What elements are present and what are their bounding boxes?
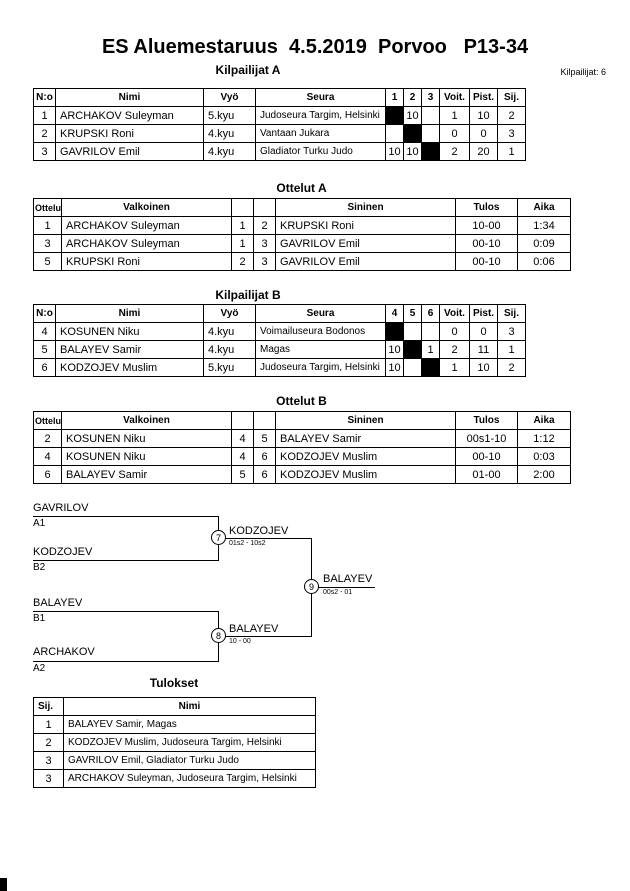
wins-cell: 1	[440, 359, 470, 377]
competitor-club: Magas	[256, 341, 386, 359]
bracket-sf1-top-seed: A1	[33, 518, 46, 529]
blue-number: 3	[254, 253, 276, 271]
col-header-no: N:o	[34, 89, 56, 107]
blue-number: 6	[254, 448, 276, 466]
blue-number: 6	[254, 466, 276, 484]
white-competitor: ARCHAKOV Suleyman	[62, 217, 232, 235]
col-header-no: N:o	[34, 305, 56, 323]
bracket-sf2-bottom-seed: A2	[33, 663, 46, 674]
competitor-name: KRUPSKI Roni	[56, 125, 204, 143]
bracket-sf1-bottom-seed: B2	[33, 562, 46, 573]
col-header-vyo: Vyö	[204, 305, 256, 323]
white-number: 2	[232, 253, 254, 271]
bracket-final-winner: BALAYEV	[323, 573, 373, 585]
wins-cell: 0	[440, 323, 470, 341]
competitor-number: 6	[34, 359, 56, 377]
place-cell: 1	[498, 341, 526, 359]
place-cell: 2	[498, 359, 526, 377]
blue-competitor: KRUPSKI Roni	[276, 217, 456, 235]
competitor-name: KOSUNEN Niku	[56, 323, 204, 341]
col-header-vyo: Vyö	[204, 89, 256, 107]
result-row	[34, 770, 316, 788]
competitor-club: Gladiator Turku Judo	[256, 143, 386, 161]
blue-number: 5	[254, 430, 276, 448]
wins-cell: 2	[440, 143, 470, 161]
bracket-sf1-bottom-name: KODZOJEV	[33, 546, 93, 558]
result-name: GAVRILOV Emil, Gladiator Turku Judo	[64, 752, 316, 770]
result-name: KODZOJEV Muslim, Judoseura Targim, Helsinki	[64, 734, 316, 752]
tulokset-header-row	[34, 698, 316, 716]
page-title: ES Aluemestaruus 4.5.2019 Porvoo P13-34	[101, 36, 529, 58]
col-header-valkoinen: Valkoinen	[62, 199, 232, 217]
bracket-match-8-number: 8	[211, 628, 226, 643]
col-header-seura: Seura	[256, 305, 386, 323]
bracket-sf2-top-name: BALAYEV	[33, 597, 83, 609]
place-cell: 3	[498, 323, 526, 341]
blue-competitor: GAVRILOV Emil	[276, 253, 456, 271]
bracket-match-9-number: 9	[304, 579, 319, 594]
bracket-sf2-top-seed: B1	[33, 613, 46, 624]
result-name: BALAYEV Samir, Magas	[64, 716, 316, 734]
competitor-name: BALAYEV Samir	[56, 341, 204, 359]
competitor-number: 5	[34, 341, 56, 359]
competitor-belt: 5.kyu	[204, 107, 256, 125]
competitor-club: Voimailuseura Bodonos	[256, 323, 386, 341]
section-heading-ottelut-b: Ottelut B	[276, 394, 327, 408]
section-heading-tulokset: Tulokset	[149, 676, 199, 690]
bracket-line	[311, 587, 375, 588]
competitor-belt: 4.kyu	[204, 341, 256, 359]
match-number: 5	[34, 253, 62, 271]
points-cell: 11	[470, 341, 498, 359]
bracket-sf2-bottom-name: ARCHAKOV	[33, 646, 95, 658]
place-cell: 1	[498, 143, 526, 161]
col-header-ottelu: Ottelu	[34, 412, 62, 430]
competitor-number: 2	[34, 125, 56, 143]
result-place: 1	[34, 716, 64, 734]
white-competitor: KRUPSKI Roni	[62, 253, 232, 271]
white-competitor: BALAYEV Samir	[62, 466, 232, 484]
white-competitor: ARCHAKOV Suleyman	[62, 235, 232, 253]
col-header-voit: Voit.	[440, 89, 470, 107]
score-cell: 10	[386, 359, 404, 377]
match-number: 2	[34, 430, 62, 448]
result-row	[34, 752, 316, 770]
col-header-opp5: 5	[404, 305, 422, 323]
match-result: 01-00	[456, 466, 518, 484]
col-header-ottelu: Ottelu	[34, 199, 62, 217]
blue-competitor: GAVRILOV Emil	[276, 235, 456, 253]
white-competitor: KOSUNEN Niku	[62, 430, 232, 448]
wins-cell: 1	[440, 107, 470, 125]
result-name: ARCHAKOV Suleyman, Judoseura Targim, Helsinki	[64, 770, 316, 788]
col-header-seura: Seura	[256, 89, 386, 107]
col-header-pist: Pist.	[470, 89, 498, 107]
col-header-voit: Voit.	[440, 305, 470, 323]
score-cell: 10	[386, 143, 404, 161]
bracket-line	[218, 538, 311, 539]
match-time: 0:06	[518, 253, 571, 271]
competitor-belt: 4.kyu	[204, 143, 256, 161]
match-result: 00-10	[456, 235, 518, 253]
col-header-sininen: Sininen	[276, 199, 456, 217]
match-result: 00-10	[456, 253, 518, 271]
bracket-match-7-number: 7	[211, 530, 226, 545]
wins-cell: 0	[440, 125, 470, 143]
white-competitor: KOSUNEN Niku	[62, 448, 232, 466]
white-number: 1	[232, 235, 254, 253]
col-header-sij: Sij.	[498, 89, 526, 107]
col-header-nimi: Nimi	[56, 89, 204, 107]
col-header-tulos: Tulos	[456, 199, 518, 217]
bracket-final-score: 00s2 - 01	[323, 589, 353, 596]
white-number: 1	[232, 217, 254, 235]
points-cell: 10	[470, 359, 498, 377]
bracket-sf1-winner: KODZOJEV	[229, 525, 289, 537]
match-result: 10-00	[456, 217, 518, 235]
col-header-aika: Aika	[518, 199, 571, 217]
col-header-nimi: Nimi	[64, 698, 316, 716]
col-header-opp3: 3	[422, 89, 440, 107]
tulokset-table	[33, 697, 316, 788]
place-cell: 2	[498, 107, 526, 125]
blue-competitor: KODZOJEV Muslim	[276, 466, 456, 484]
section-heading-ottelut-a: Ottelut A	[276, 181, 327, 195]
score-cell: 10	[386, 341, 404, 359]
result-place: 3	[34, 752, 64, 770]
wins-cell: 2	[440, 341, 470, 359]
competitor-belt: 5.kyu	[204, 359, 256, 377]
white-number: 5	[232, 466, 254, 484]
competitor-name: GAVRILOV Emil	[56, 143, 204, 161]
competitor-belt: 4.kyu	[204, 323, 256, 341]
page-corner-mark	[0, 878, 7, 891]
col-header-valkoinen: Valkoinen	[62, 412, 232, 430]
section-heading-kilpailijat-b: Kilpailijat B	[215, 288, 281, 302]
match-time: 2:00	[518, 466, 571, 484]
points-cell: 20	[470, 143, 498, 161]
score-cell: 1	[422, 341, 440, 359]
score-cell: 10	[404, 107, 422, 125]
result-row	[34, 734, 316, 752]
section-heading-kilpailijat-a: Kilpailijat A	[215, 63, 281, 77]
col-header-sij: Sij.	[498, 305, 526, 323]
competitor-name: KODZOJEV Muslim	[56, 359, 204, 377]
col-header-sij: Sij.	[34, 698, 64, 716]
col-header-opp1: 1	[386, 89, 404, 107]
competitor-name: ARCHAKOV Suleyman	[56, 107, 204, 125]
result-place: 3	[34, 770, 64, 788]
bracket-line	[33, 560, 219, 561]
bracket-line	[218, 636, 311, 637]
match-number: 6	[34, 466, 62, 484]
bracket-sf2-winner: BALAYEV	[229, 623, 279, 635]
blue-number: 2	[254, 217, 276, 235]
bracket-sf1-score: 01s2 - 10s2	[229, 540, 266, 547]
bracket-line	[33, 516, 219, 517]
competitor-number: 4	[34, 323, 56, 341]
match-time: 1:12	[518, 430, 571, 448]
blue-competitor: KODZOJEV Muslim	[276, 448, 456, 466]
match-number: 3	[34, 235, 62, 253]
bracket-sf1-top-name: GAVRILOV	[33, 502, 89, 514]
points-cell: 10	[470, 107, 498, 125]
place-cell: 3	[498, 125, 526, 143]
match-time: 0:09	[518, 235, 571, 253]
bracket-sf2-score: 10 - 00	[229, 638, 251, 645]
col-header-opp2: 2	[404, 89, 422, 107]
competitor-number: 1	[34, 107, 56, 125]
score-cell: 10	[404, 143, 422, 161]
competitor-club: Judoseura Targim, Helsinki	[256, 359, 386, 377]
blue-competitor: BALAYEV Samir	[276, 430, 456, 448]
bracket-line	[33, 611, 219, 612]
points-cell: 0	[470, 323, 498, 341]
match-number: 1	[34, 217, 62, 235]
col-header-sininen: Sininen	[276, 412, 456, 430]
col-header-pist: Pist.	[470, 305, 498, 323]
col-header-tulos: Tulos	[456, 412, 518, 430]
white-number: 4	[232, 430, 254, 448]
match-time: 1:34	[518, 217, 571, 235]
col-header-aika: Aika	[518, 412, 571, 430]
white-number: 4	[232, 448, 254, 466]
col-header-nimi: Nimi	[56, 305, 204, 323]
result-row	[34, 716, 316, 734]
competitor-club: Vantaan Jukara	[256, 125, 386, 143]
match-number: 4	[34, 448, 62, 466]
col-header-opp4: 4	[386, 305, 404, 323]
match-time: 0:03	[518, 448, 571, 466]
competitor-club: Judoseura Targim, Helsinki	[256, 107, 386, 125]
competitor-number: 3	[34, 143, 56, 161]
points-cell: 0	[470, 125, 498, 143]
col-header-opp6: 6	[422, 305, 440, 323]
result-place: 2	[34, 734, 64, 752]
competitor-belt: 4.kyu	[204, 125, 256, 143]
match-result: 00-10	[456, 448, 518, 466]
match-result: 00s1-10	[456, 430, 518, 448]
blue-number: 3	[254, 235, 276, 253]
bracket-line	[33, 661, 219, 662]
competitors-count-label: Kilpailijat: 6	[560, 67, 606, 77]
